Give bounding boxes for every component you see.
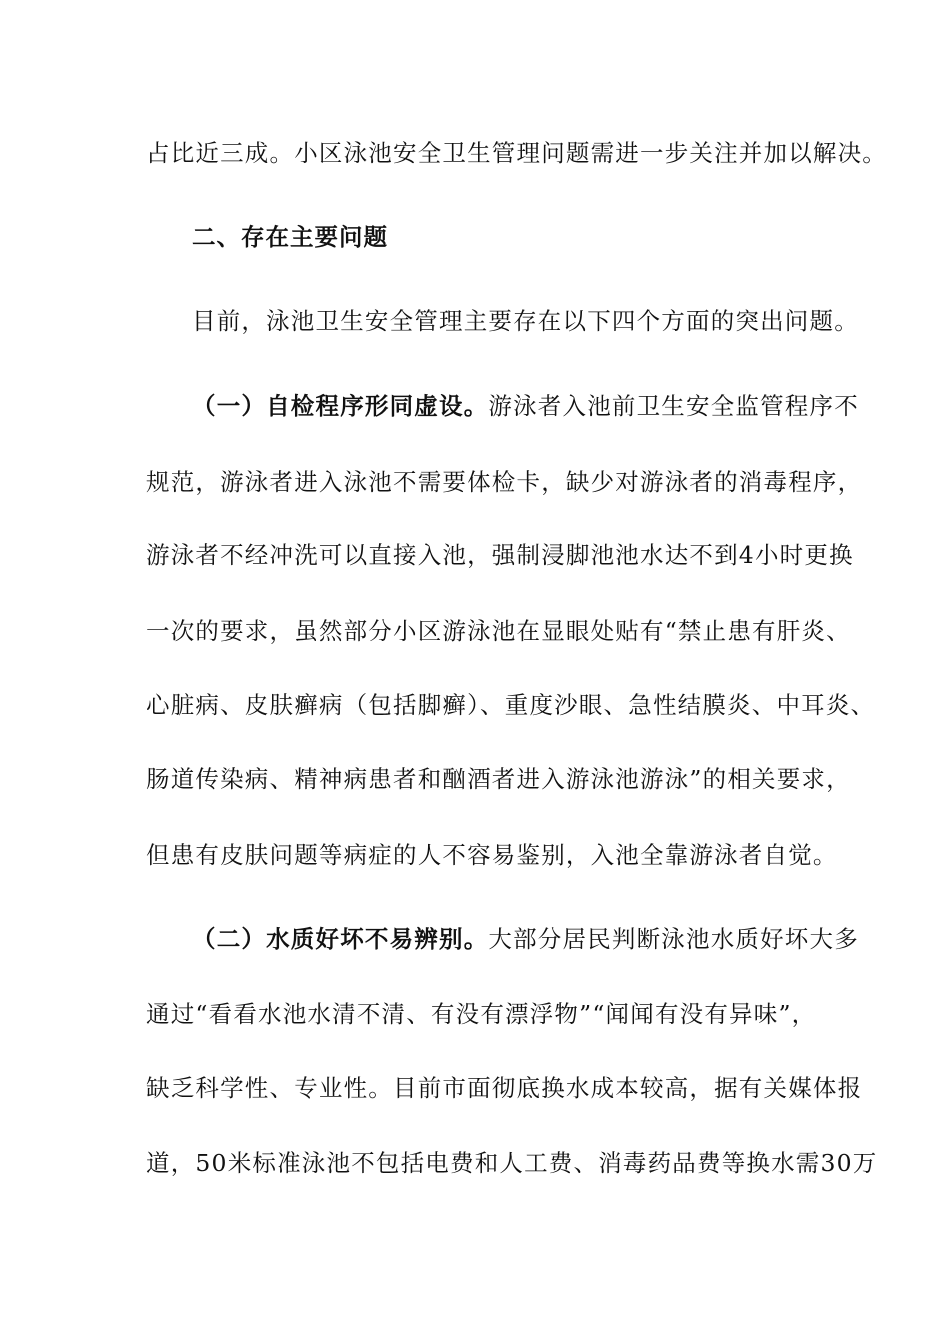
paragraph-line: 游泳者不经冲洗可以直接入池，强制浸脚池池水达不到4小时更换 bbox=[146, 541, 854, 569]
paragraph-line: 道，50米标准泳池不包括电费和人工费、消毒药品费等换水需30万 bbox=[146, 1149, 878, 1177]
paragraph-line bbox=[192, 924, 862, 954]
paragraph-text: 大部分居民判断泳池水质好坏大多 bbox=[488, 925, 859, 953]
paragraph-line: 目前，泳池卫生安全管理主要存在以下四个方面的突出问题。 bbox=[192, 307, 859, 335]
paragraph-line: 心脏病、皮肤癣病（包括脚癣）、重度沙眼、急性结膜炎、中耳炎、 bbox=[146, 691, 876, 719]
paragraph-line: 通过“看看水池水清不清、有没有漂浮物”“闻闻有没有异味”， bbox=[146, 1000, 817, 1028]
subsection-title: （一）自检程序形同虚设。 bbox=[192, 392, 489, 420]
paragraph-line: 肠道传染病、精神病患者和酗酒者进入游泳池游泳”的相关要求， bbox=[146, 765, 851, 793]
paragraph-line: 规范，游泳者进入泳池不需要体检卡，缺少对游泳者的消毒程序， bbox=[146, 468, 863, 496]
paragraph-line: 缺乏科学性、专业性。目前市面彻底换水成本较高，据有关媒体报 bbox=[146, 1074, 863, 1102]
section-heading: 二、存在主要问题 bbox=[192, 223, 388, 251]
paragraph-line: 一次的要求，虽然部分小区游泳池在显眼处贴有“禁止患有肝炎、 bbox=[146, 617, 851, 645]
paragraph-line: 但患有皮肤问题等病症的人不容易鉴别，入池全靠游泳者自觉。 bbox=[146, 841, 838, 869]
paragraph-line bbox=[192, 391, 862, 421]
subsection-title: （二）水质好坏不易辨别。 bbox=[192, 925, 489, 953]
paragraph-text: 游泳者入池前卫生安全监管程序不 bbox=[488, 392, 859, 420]
paragraph-line: 占比近三成。小区泳池安全卫生管理问题需进一步关注并加以解决。 bbox=[146, 139, 887, 167]
